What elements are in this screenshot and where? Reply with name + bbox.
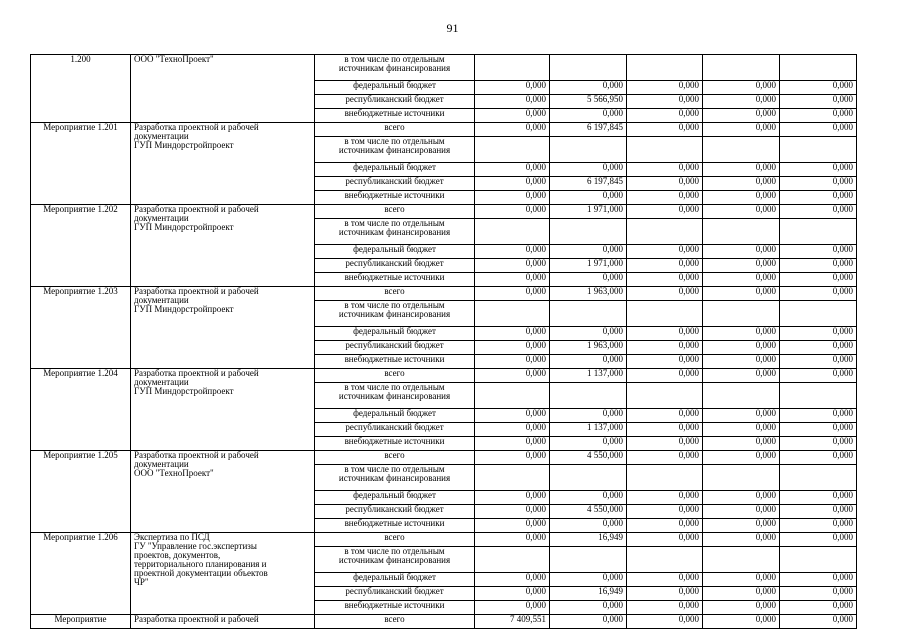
value-cell: 0,000 [550, 519, 627, 533]
value-cell: 0,000 [475, 287, 550, 301]
value-cell: 0,000 [703, 245, 780, 259]
value-cell: 0,000 [703, 205, 780, 219]
table-row [31, 123, 857, 137]
value-cell: 0,000 [475, 437, 550, 451]
value-cell: 0,000 [703, 123, 780, 137]
value-cell: 0,000 [627, 245, 703, 259]
value-cell: 0,000 [703, 587, 780, 601]
event-name-cell: Разработка проектной и рабочей документации ООО "ТехноПроект" [131, 451, 315, 533]
value-cell [550, 547, 627, 573]
value-cell: 0,000 [627, 327, 703, 341]
value-cell: 0,000 [550, 191, 627, 205]
event-cell: 1.200 [31, 55, 131, 123]
value-cell [550, 55, 627, 81]
value-cell [703, 465, 780, 491]
funding-source-cell: внебюджетные источники [315, 519, 475, 533]
value-cell: 0,000 [703, 573, 780, 587]
event-cell: Мероприятие 1.201 [31, 123, 131, 205]
value-cell [627, 219, 703, 245]
value-cell: 0,000 [780, 259, 857, 273]
value-cell [475, 55, 550, 81]
value-cell: 0,000 [475, 163, 550, 177]
funding-source-cell: внебюджетные источники [315, 601, 475, 615]
value-cell: 0,000 [627, 95, 703, 109]
value-cell [627, 301, 703, 327]
value-cell: 0,000 [475, 505, 550, 519]
value-cell: 0,000 [475, 491, 550, 505]
event-name-cell: Экспертиза по ПСД ГУ "Управление гос.экспертизы проектов, документов, территориального планирования и проектной документации объектов ЧР" [131, 533, 315, 615]
table-row [31, 533, 857, 547]
value-cell: 0,000 [475, 587, 550, 601]
value-cell: 0,000 [703, 601, 780, 615]
value-cell: 0,000 [475, 327, 550, 341]
value-cell: 0,000 [780, 205, 857, 219]
value-cell: 0,000 [780, 369, 857, 383]
value-cell: 0,000 [550, 615, 627, 629]
event-cell: Мероприятие [31, 615, 131, 629]
value-cell [703, 301, 780, 327]
value-cell: 0,000 [550, 245, 627, 259]
value-cell [550, 219, 627, 245]
funding-source-cell: всего [315, 451, 475, 465]
value-cell: 0,000 [703, 409, 780, 423]
value-cell: 0,000 [703, 327, 780, 341]
funding-source-cell: федеральный бюджет [315, 245, 475, 259]
value-cell: 0,000 [780, 327, 857, 341]
value-cell [703, 547, 780, 573]
funding-source-cell: в том числе по отдельным источникам финансирования [315, 465, 475, 491]
value-cell: 0,000 [780, 355, 857, 369]
value-cell: 0,000 [627, 81, 703, 95]
value-cell: 0,000 [627, 587, 703, 601]
value-cell: 0,000 [703, 491, 780, 505]
funding-source-cell: республиканский бюджет [315, 423, 475, 437]
value-cell: 0,000 [780, 423, 857, 437]
value-cell: 0,000 [780, 519, 857, 533]
value-cell: 0,000 [627, 191, 703, 205]
value-cell: 1 963,000 [550, 341, 627, 355]
value-cell: 16,949 [550, 587, 627, 601]
value-cell: 0,000 [550, 409, 627, 423]
value-cell [475, 219, 550, 245]
value-cell: 0,000 [475, 191, 550, 205]
value-cell: 0,000 [703, 81, 780, 95]
value-cell: 1 971,000 [550, 259, 627, 273]
value-cell: 1 971,000 [550, 205, 627, 219]
funding-source-cell: всего [315, 123, 475, 137]
value-cell: 0,000 [703, 505, 780, 519]
value-cell [780, 465, 857, 491]
value-cell [550, 137, 627, 163]
value-cell: 0,000 [475, 573, 550, 587]
funding-source-cell: всего [315, 533, 475, 547]
value-cell: 0,000 [780, 615, 857, 629]
value-cell: 0,000 [475, 451, 550, 465]
funding-source-cell: в том числе по отдельным источникам финансирования [315, 137, 475, 163]
value-cell: 0,000 [627, 491, 703, 505]
event-name-cell: Разработка проектной и рабочей [131, 615, 315, 629]
value-cell: 0,000 [627, 437, 703, 451]
page-number: 91 [446, 21, 459, 35]
value-cell [475, 301, 550, 327]
value-cell: 0,000 [703, 109, 780, 123]
event-cell: Мероприятие 1.202 [31, 205, 131, 287]
value-cell: 0,000 [550, 355, 627, 369]
funding-table [30, 54, 857, 629]
value-cell [475, 383, 550, 409]
value-cell: 0,000 [627, 601, 703, 615]
value-cell: 0,000 [627, 423, 703, 437]
value-cell: 0,000 [780, 573, 857, 587]
funding-source-cell: федеральный бюджет [315, 409, 475, 423]
value-cell: 0,000 [780, 533, 857, 547]
value-cell: 0,000 [475, 533, 550, 547]
value-cell: 0,000 [475, 423, 550, 437]
value-cell [627, 383, 703, 409]
event-name-cell: Разработка проектной и рабочей документации ГУП Миндорстройпроект [131, 205, 315, 287]
value-cell: 0,000 [550, 437, 627, 451]
value-cell: 0,000 [550, 109, 627, 123]
value-cell [703, 137, 780, 163]
value-cell [703, 55, 780, 81]
funding-source-cell: федеральный бюджет [315, 81, 475, 95]
funding-source-cell: республиканский бюджет [315, 341, 475, 355]
funding-source-cell: республиканский бюджет [315, 259, 475, 273]
value-cell: 0,000 [475, 409, 550, 423]
value-cell: 4 550,000 [550, 505, 627, 519]
value-cell: 7 409,551 [475, 615, 550, 629]
value-cell [475, 137, 550, 163]
value-cell: 0,000 [475, 81, 550, 95]
event-cell: Мероприятие 1.206 [31, 533, 131, 615]
funding-source-cell: федеральный бюджет [315, 327, 475, 341]
value-cell: 0,000 [627, 287, 703, 301]
funding-source-cell: всего [315, 205, 475, 219]
value-cell: 0,000 [475, 95, 550, 109]
value-cell: 0,000 [703, 423, 780, 437]
value-cell: 0,000 [780, 287, 857, 301]
value-cell: 0,000 [475, 369, 550, 383]
value-cell [780, 301, 857, 327]
value-cell: 6 197,845 [550, 177, 627, 191]
value-cell: 0,000 [627, 163, 703, 177]
value-cell: 0,000 [627, 109, 703, 123]
value-cell: 0,000 [627, 451, 703, 465]
value-cell [550, 383, 627, 409]
table-row [31, 615, 857, 629]
value-cell: 16,949 [550, 533, 627, 547]
value-cell: 0,000 [780, 123, 857, 137]
value-cell: 4 550,000 [550, 451, 627, 465]
value-cell: 0,000 [627, 273, 703, 287]
value-cell: 0,000 [475, 341, 550, 355]
value-cell: 0,000 [780, 273, 857, 287]
funding-source-cell: внебюджетные источники [315, 191, 475, 205]
funding-source-cell: внебюджетные источники [315, 109, 475, 123]
event-cell: Мероприятие 1.204 [31, 369, 131, 451]
funding-source-cell: федеральный бюджет [315, 491, 475, 505]
table-row [31, 55, 857, 81]
value-cell: 0,000 [627, 615, 703, 629]
value-cell: 0,000 [627, 355, 703, 369]
value-cell [627, 55, 703, 81]
funding-source-cell: всего [315, 287, 475, 301]
table-row [31, 287, 857, 301]
value-cell: 0,000 [475, 123, 550, 137]
value-cell [780, 547, 857, 573]
value-cell: 0,000 [703, 259, 780, 273]
value-cell: 0,000 [627, 123, 703, 137]
event-name-cell: Разработка проектной и рабочей документации ГУП Миндорстройпроект [131, 369, 315, 451]
value-cell: 0,000 [703, 437, 780, 451]
value-cell: 0,000 [475, 259, 550, 273]
event-cell: Мероприятие 1.205 [31, 451, 131, 533]
event-name-cell: Разработка проектной и рабочей документации ГУП Миндорстройпроект [131, 287, 315, 369]
event-name-cell: Разработка проектной и рабочей документации ГУП Миндорстройпроект [131, 123, 315, 205]
value-cell: 0,000 [550, 273, 627, 287]
value-cell: 1 137,000 [550, 369, 627, 383]
value-cell: 0,000 [703, 355, 780, 369]
funding-source-cell: в том числе по отдельным источникам финансирования [315, 383, 475, 409]
value-cell: 0,000 [703, 533, 780, 547]
value-cell: 0,000 [475, 205, 550, 219]
value-cell: 0,000 [780, 81, 857, 95]
value-cell: 0,000 [627, 259, 703, 273]
value-cell: 5 566,950 [550, 95, 627, 109]
value-cell [780, 137, 857, 163]
value-cell [475, 547, 550, 573]
value-cell [550, 301, 627, 327]
funding-source-cell: федеральный бюджет [315, 573, 475, 587]
value-cell: 0,000 [550, 573, 627, 587]
value-cell: 0,000 [475, 109, 550, 123]
value-cell: 0,000 [550, 163, 627, 177]
value-cell: 0,000 [703, 191, 780, 205]
value-cell: 0,000 [780, 587, 857, 601]
value-cell: 0,000 [780, 437, 857, 451]
value-cell [703, 219, 780, 245]
value-cell: 1 137,000 [550, 423, 627, 437]
value-cell: 0,000 [627, 573, 703, 587]
value-cell: 0,000 [780, 109, 857, 123]
value-cell: 0,000 [627, 409, 703, 423]
funding-source-cell: республиканский бюджет [315, 177, 475, 191]
funding-source-cell: федеральный бюджет [315, 163, 475, 177]
value-cell: 0,000 [627, 177, 703, 191]
funding-source-cell: в том числе по отдельным источникам финансирования [315, 219, 475, 245]
value-cell: 0,000 [780, 491, 857, 505]
value-cell: 0,000 [627, 341, 703, 355]
funding-source-cell: в том числе по отдельным источникам финансирования [315, 55, 475, 81]
value-cell: 0,000 [627, 533, 703, 547]
value-cell: 0,000 [780, 451, 857, 465]
value-cell: 0,000 [780, 191, 857, 205]
value-cell: 0,000 [780, 341, 857, 355]
funding-source-cell: в том числе по отдельным источникам финансирования [315, 301, 475, 327]
funding-table-body [31, 55, 857, 629]
value-cell: 0,000 [550, 491, 627, 505]
value-cell: 0,000 [475, 273, 550, 287]
value-cell: 0,000 [703, 369, 780, 383]
value-cell: 0,000 [703, 341, 780, 355]
value-cell: 0,000 [627, 369, 703, 383]
value-cell: 0,000 [703, 451, 780, 465]
funding-source-cell: внебюджетные источники [315, 355, 475, 369]
value-cell: 0,000 [780, 177, 857, 191]
value-cell: 6 197,845 [550, 123, 627, 137]
value-cell: 0,000 [703, 519, 780, 533]
funding-source-cell: всего [315, 369, 475, 383]
value-cell: 0,000 [627, 519, 703, 533]
event-name-cell: ООО "ТехноПроект" [131, 55, 315, 123]
value-cell: 0,000 [475, 245, 550, 259]
value-cell: 0,000 [627, 505, 703, 519]
value-cell: 0,000 [780, 601, 857, 615]
value-cell: 0,000 [550, 327, 627, 341]
funding-source-cell: внебюджетные источники [315, 273, 475, 287]
value-cell: 0,000 [475, 601, 550, 615]
funding-source-cell: республиканский бюджет [315, 95, 475, 109]
value-cell [780, 219, 857, 245]
table-row [31, 451, 857, 465]
value-cell: 0,000 [780, 95, 857, 109]
table-row [31, 369, 857, 383]
funding-source-cell: республиканский бюджет [315, 587, 475, 601]
value-cell: 0,000 [780, 163, 857, 177]
value-cell: 0,000 [780, 245, 857, 259]
value-cell: 0,000 [475, 177, 550, 191]
value-cell: 0,000 [703, 177, 780, 191]
value-cell: 0,000 [550, 81, 627, 95]
value-cell: 0,000 [627, 205, 703, 219]
value-cell: 0,000 [703, 615, 780, 629]
value-cell [627, 547, 703, 573]
value-cell [475, 465, 550, 491]
funding-source-cell: в том числе по отдельным источникам финансирования [315, 547, 475, 573]
value-cell: 0,000 [703, 95, 780, 109]
value-cell: 0,000 [703, 273, 780, 287]
value-cell: 0,000 [550, 601, 627, 615]
value-cell: 0,000 [703, 163, 780, 177]
value-cell: 0,000 [703, 287, 780, 301]
value-cell [627, 465, 703, 491]
funding-source-cell: внебюджетные источники [315, 437, 475, 451]
funding-source-cell: республиканский бюджет [315, 505, 475, 519]
value-cell [780, 383, 857, 409]
funding-source-cell: всего [315, 615, 475, 629]
value-cell [627, 137, 703, 163]
table-row [31, 205, 857, 219]
event-cell: Мероприятие 1.203 [31, 287, 131, 369]
value-cell [703, 383, 780, 409]
value-cell: 1 963,000 [550, 287, 627, 301]
value-cell: 0,000 [780, 409, 857, 423]
value-cell: 0,000 [475, 519, 550, 533]
value-cell [550, 465, 627, 491]
value-cell: 0,000 [780, 505, 857, 519]
value-cell [780, 55, 857, 81]
value-cell: 0,000 [475, 355, 550, 369]
